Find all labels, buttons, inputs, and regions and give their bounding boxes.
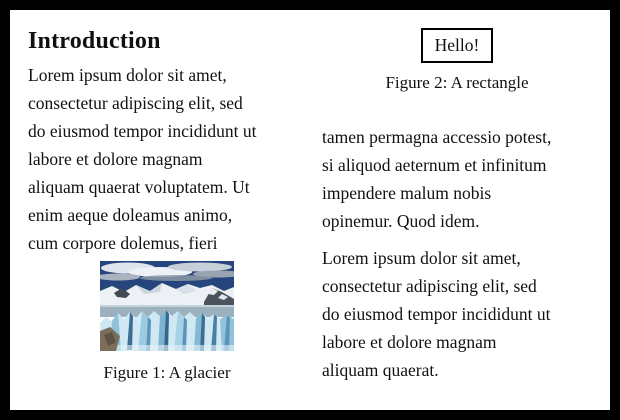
figure-1 (28, 261, 306, 383)
right-column (322, 26, 592, 384)
text-line: si aliquod aeternum et infinitum (322, 155, 547, 175)
text-line: tamen permagna accessio potest, (322, 127, 552, 147)
text-line: Lorem ipsum dolor sit amet, (322, 248, 521, 268)
figure-2 (322, 28, 592, 93)
text-line: Lorem ipsum dolor sit amet, (28, 65, 227, 85)
text-line: impendere malum nobis (322, 183, 492, 203)
text-line: enim aeque doleamus animo, (28, 205, 233, 225)
left-column (28, 26, 306, 384)
text-line: do eiusmod tempor incididunt ut (322, 304, 551, 324)
hello-rectangle (421, 28, 494, 63)
body-paragraph-right-1 (322, 123, 592, 235)
text-line: do eiusmod tempor incididunt ut (28, 121, 257, 141)
body-paragraph-right-2 (322, 244, 592, 384)
figure-2-caption: Figure 2: A rectangle (385, 73, 529, 92)
text-line: aliquam quaerat. (322, 360, 439, 380)
section-heading: Introduction (28, 28, 161, 54)
figure-1-caption: Figure 1: A glacier (103, 363, 231, 382)
glacier-image (100, 261, 234, 351)
text-line: labore et dolore magnam (322, 332, 497, 352)
two-column-layout (28, 26, 592, 384)
text-line: cum corpore dolemus, fieri (28, 233, 218, 253)
text-line: consectetur adipiscing elit, sed (322, 276, 537, 296)
body-paragraph-left (28, 61, 306, 257)
text-line: labore et dolore magnam (28, 149, 203, 169)
text-line: consectetur adipiscing elit, sed (28, 93, 243, 113)
text-line: aliquam quaerat voluptatem. Ut (28, 177, 250, 197)
hello-rectangle-label: Hello! (434, 35, 480, 55)
text-line: opinemur. Quod idem. (322, 211, 480, 231)
